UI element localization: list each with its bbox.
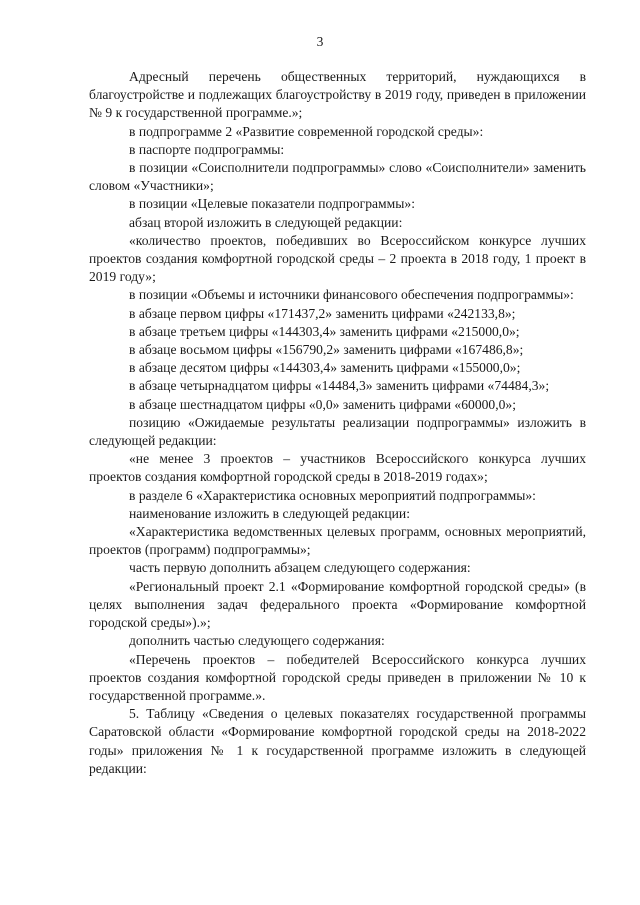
paragraph-coexecutors: в позиции «Соисполнители подпрограммы» слово «Соисполнители» заменить словом «Участники»; xyxy=(89,160,586,194)
paragraph-table-5: 5. Таблицу «Сведения о целевых показателях государственной программы Саратовской области «Формирование комфортной городской среды на 2018-2022 годы» приложения № 1 к государственной программе изложить в следующей редакции: xyxy=(89,706,586,776)
paragraph-passport: в паспорте подпрограммы: xyxy=(129,141,285,157)
paragraph-address-list: Адресный перечень общественных территорий, нуждающихся в благоустройстве и подлежащих благоустройству в 2019 году, приведен в приложении № 9 к государственной программе.»; xyxy=(89,69,586,121)
document-body xyxy=(89,68,586,778)
paragraph-figures-16: в абзаце шестнадцатом цифры «0,0» заменить цифрами «60000,0»; xyxy=(129,396,516,412)
paragraph-expected-results: позицию «Ожидаемые результаты реализации подпрограммы» изложить в следующей редакции: xyxy=(89,414,586,449)
paragraph-regional-project: «Региональный проект 2.1 «Формирование комфортной городской среды» (в целях выполнения задач федерального проекта «Формирование комфортной городской среды»).»; xyxy=(89,578,586,631)
paragraph-second-abzac: абзац второй изложить в следующей редакции: xyxy=(129,214,403,230)
paragraph-financing: в позиции «Объемы и источники финансового обеспечения подпрограммы»: xyxy=(129,287,574,303)
paragraph-add-part: дополнить частью следующего содержания: xyxy=(129,633,385,649)
paragraph-figures-10: в абзаце десятом цифры «144303,4» заменить цифрами «155000,0»; xyxy=(129,360,521,376)
paragraph-figures-3: в абзаце третьем цифры «144303,4» заменить цифрами «215000,0»; xyxy=(129,323,520,339)
page-number: 3 xyxy=(316,34,324,49)
paragraph-title-change: наименование изложить в следующей редакции: xyxy=(129,505,410,521)
paragraph-figures-8: в абзаце восьмом цифры «156790,2» заменить цифрами «167486,8»; xyxy=(129,342,524,358)
paragraph-subprogram-2: в подпрограмме 2 «Развитие современной городской среды»: xyxy=(129,123,484,139)
paragraph-contest-participants: «не менее 3 проектов – участников Всероссийского конкурса лучших проектов создания комфортной городской среды в 2018-2019 годах»; xyxy=(89,451,586,485)
paragraph-projects-count: «количество проектов, победивших во Всероссийском конкурсе лучших проектов создания комфортной городской среды – 2 проекта в 2018 году, 1 проект в 2019 году»; xyxy=(89,232,586,285)
paragraph-target-indicators: в позиции «Целевые показатели подпрограммы»: xyxy=(129,196,415,212)
paragraph-characteristics: «Характеристика ведомственных целевых программ, основных мероприятий, проектов (программ) подпрограммы»; xyxy=(89,524,586,558)
paragraph-figures-1: в абзаце первом цифры «171437,2» заменить цифрами «242133,8»; xyxy=(129,305,516,321)
paragraph-part-one-addition: часть первую дополнить абзацем следующего содержания: xyxy=(129,560,471,576)
paragraph-winners-list: «Перечень проектов – победителей Всероссийского конкурса лучших проектов создания комфортной городской среды приведен в приложении № 10 к государственной программе.». xyxy=(89,651,586,703)
paragraph-section-6: в разделе 6 «Характеристика основных мероприятий подпрограммы»: xyxy=(129,487,536,503)
paragraph-figures-14: в абзаце четырнадцатом цифры «14484,3» заменить цифрами «74484,3»; xyxy=(129,378,550,394)
